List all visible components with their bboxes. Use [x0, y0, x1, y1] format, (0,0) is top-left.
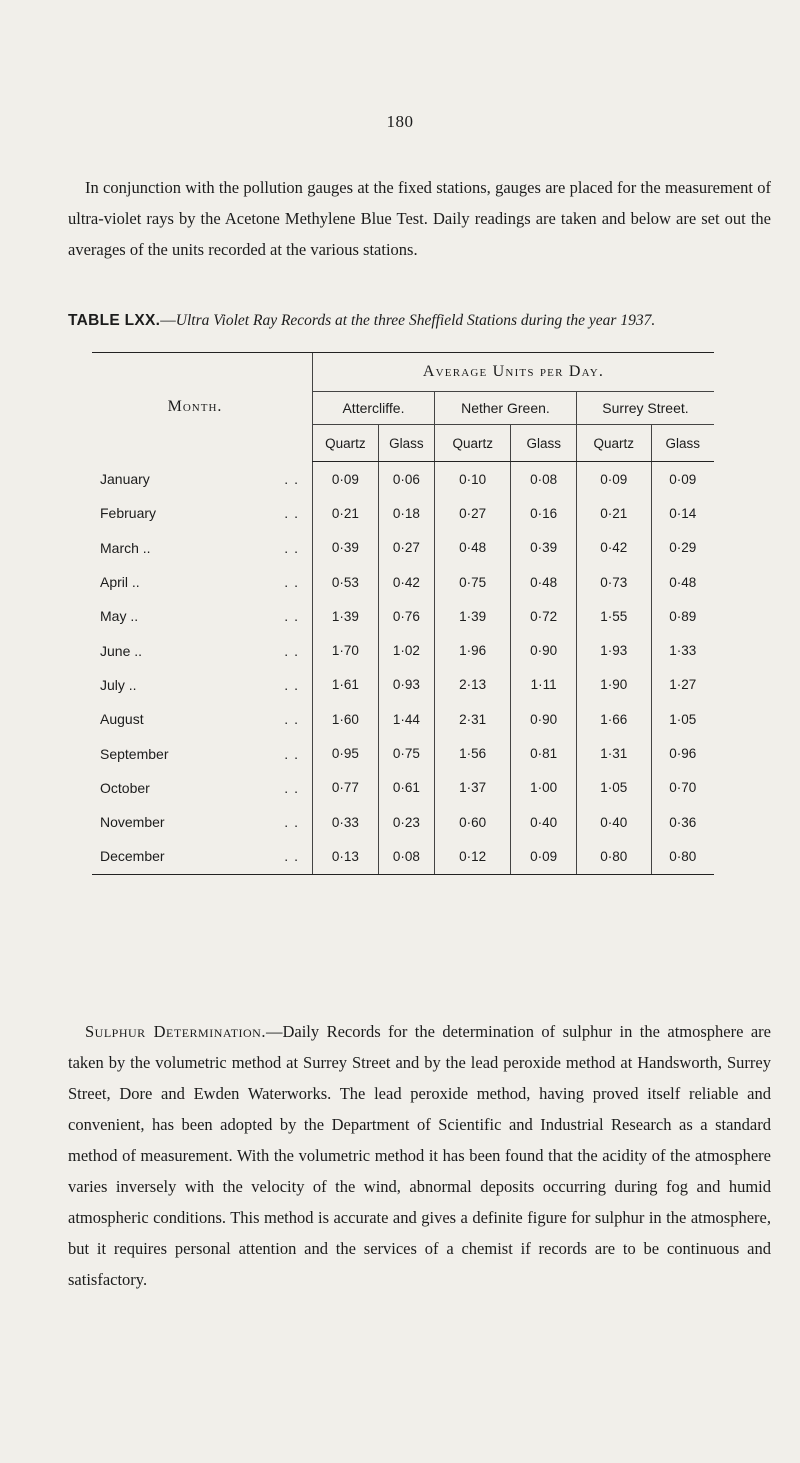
- table-body: [92, 462, 714, 875]
- value-cell: 1·39: [313, 599, 379, 633]
- value-cell: 0·73: [576, 565, 651, 599]
- leader-dots: ..: [284, 642, 304, 659]
- sub-header-quartz: Quartz: [576, 425, 651, 462]
- value-cell: 1·44: [378, 702, 434, 736]
- value-cell: 0·75: [434, 565, 511, 599]
- value-cell: 0·09: [576, 462, 651, 497]
- value-cell: 0·53: [313, 565, 379, 599]
- value-cell: 0·09: [511, 839, 576, 874]
- table-row: [92, 736, 714, 770]
- value-cell: 0·70: [651, 771, 714, 805]
- value-cell: 0·90: [511, 702, 576, 736]
- table-row: [92, 496, 714, 530]
- table-title: Ultra Violet Ray Records at the three Sheffield Stations during the year 1937.: [175, 312, 656, 329]
- value-cell: 0·77: [313, 771, 379, 805]
- table-label: TABLE LXX.: [68, 312, 161, 329]
- value-cell: 1·93: [576, 633, 651, 667]
- value-cell: 0·06: [378, 462, 434, 497]
- value-cell: 0·08: [511, 462, 576, 497]
- month-label: July ..: [100, 676, 137, 693]
- month-label: March ..: [100, 539, 151, 556]
- station-header-attercliffe: Attercliffe.: [313, 392, 435, 425]
- value-cell: 0·80: [576, 839, 651, 874]
- value-cell: 0·90: [511, 633, 576, 667]
- sulphur-dash: —: [265, 1022, 283, 1041]
- intro-paragraph: In conjunction with the pollution gauges at the fixed stations, gauges are placed for the measurement of ultra-violet rays by the Acetone Methylene Blue Test. Daily readings are taken and below are set out the averages of the units recorded at the various stations.: [68, 178, 771, 259]
- table-row: [92, 668, 714, 702]
- value-cell: 0·48: [651, 565, 714, 599]
- value-cell: 0·95: [313, 736, 379, 770]
- month-label: May ..: [100, 608, 139, 625]
- value-cell: 1·55: [576, 599, 651, 633]
- month-label: September: [100, 745, 169, 762]
- value-cell: 1·70: [313, 633, 379, 667]
- sulphur-paragraph: [68, 1016, 771, 1295]
- value-cell: 0·76: [378, 599, 434, 633]
- value-cell: 1·00: [511, 771, 576, 805]
- leader-dots: ..: [284, 574, 304, 591]
- sub-header-glass: Glass: [378, 425, 434, 462]
- month-label: November: [100, 814, 165, 831]
- leader-dots: ..: [284, 711, 304, 728]
- value-cell: 0·09: [651, 462, 714, 497]
- leader-dots: ..: [284, 505, 304, 522]
- leader-dots: ..: [284, 848, 304, 865]
- leader-dots: ..: [284, 779, 304, 796]
- value-cell: 0·09: [313, 462, 379, 497]
- table-row: [92, 531, 714, 565]
- month-column-header: Month.: [92, 353, 313, 462]
- table-row: [92, 702, 714, 736]
- value-cell: 1·05: [576, 771, 651, 805]
- value-cell: 0·96: [651, 736, 714, 770]
- month-label: January: [100, 470, 150, 487]
- value-cell: 0·27: [378, 531, 434, 565]
- table-caption-dash: —: [160, 312, 176, 329]
- page-number: 180: [386, 112, 414, 131]
- value-cell: 0·48: [511, 565, 576, 599]
- value-cell: 0·18: [378, 496, 434, 530]
- value-cell: 0·21: [576, 496, 651, 530]
- value-cell: 0·14: [651, 496, 714, 530]
- value-cell: 1·61: [313, 668, 379, 702]
- table-row: [92, 805, 714, 839]
- leader-dots: ..: [284, 539, 304, 556]
- value-cell: 0·12: [434, 839, 511, 874]
- value-cell: 0·75: [378, 736, 434, 770]
- sub-header-glass: Glass: [511, 425, 576, 462]
- sub-header-quartz: Quartz: [434, 425, 511, 462]
- value-cell: 2·13: [434, 668, 511, 702]
- station-header-surrey-street: Surrey Street.: [576, 392, 714, 425]
- station-header-nether-green: Nether Green.: [434, 392, 576, 425]
- month-label: June ..: [100, 642, 143, 659]
- value-cell: 0·21: [313, 496, 379, 530]
- value-cell: 1·02: [378, 633, 434, 667]
- leader-dots: ..: [284, 470, 304, 487]
- value-cell: 0·33: [313, 805, 379, 839]
- sulphur-heading: Sulphur Determination.: [85, 1022, 266, 1041]
- value-cell: 0·80: [651, 839, 714, 874]
- table-row: [92, 462, 714, 497]
- value-cell: 1·37: [434, 771, 511, 805]
- value-cell: 1·11: [511, 668, 576, 702]
- sub-header-quartz: Quartz: [313, 425, 379, 462]
- month-label: August: [100, 711, 144, 728]
- value-cell: 0·60: [434, 805, 511, 839]
- ultra-violet-table: [92, 352, 714, 875]
- value-cell: 0·72: [511, 599, 576, 633]
- table-row: [92, 565, 714, 599]
- value-cell: 1·27: [651, 668, 714, 702]
- sub-header-glass: Glass: [651, 425, 714, 462]
- value-cell: 0·10: [434, 462, 511, 497]
- table-row: [92, 839, 714, 874]
- average-units-header: Average Units per Day.: [313, 353, 715, 392]
- month-label: February: [100, 505, 157, 522]
- value-cell: 1·90: [576, 668, 651, 702]
- value-cell: 0·39: [313, 531, 379, 565]
- value-cell: 0·08: [378, 839, 434, 874]
- value-cell: 0·36: [651, 805, 714, 839]
- value-cell: 0·48: [434, 531, 511, 565]
- table-caption: [68, 312, 778, 330]
- value-cell: 1·66: [576, 702, 651, 736]
- value-cell: 0·40: [576, 805, 651, 839]
- value-cell: 0·16: [511, 496, 576, 530]
- value-cell: 1·60: [313, 702, 379, 736]
- value-cell: 0·27: [434, 496, 511, 530]
- value-cell: 0·23: [378, 805, 434, 839]
- value-cell: 0·40: [511, 805, 576, 839]
- value-cell: 1·56: [434, 736, 511, 770]
- value-cell: 0·81: [511, 736, 576, 770]
- leader-dots: ..: [284, 745, 304, 762]
- month-label: October: [100, 779, 150, 796]
- value-cell: 0·42: [576, 531, 651, 565]
- value-cell: 0·39: [511, 531, 576, 565]
- table-row: [92, 599, 714, 633]
- value-cell: 2·31: [434, 702, 511, 736]
- value-cell: 0·42: [378, 565, 434, 599]
- sulphur-text: Daily Records for the determination of sulphur in the atmosphere are taken by the volumetric method at Surrey Street and by the lead peroxide method at Handsworth, Surrey Street, Dore and Ewden Waterworks. The lead peroxide method, having proved itself reliable and convenient, has been adopted by the Department of Scientific and Industrial Research as a standard method of measurement. With the volumetric method it has been found that the acidity of the atmosphere varies inversely with the velocity of the wind, abnormal deposits occurring during fog and humid atmospheric conditions. This method is accurate and gives a definite figure for sulphur in the atmosphere, but it requires personal attention and the services of a chemist if records are to be continuous and satisfactory.: [68, 1022, 771, 1289]
- value-cell: 1·05: [651, 702, 714, 736]
- table-row: [92, 633, 714, 667]
- value-cell: 0·29: [651, 531, 714, 565]
- value-cell: 0·93: [378, 668, 434, 702]
- value-cell: 0·13: [313, 839, 379, 874]
- leader-dots: ..: [284, 608, 304, 625]
- value-cell: 1·39: [434, 599, 511, 633]
- value-cell: 1·33: [651, 633, 714, 667]
- value-cell: 0·61: [378, 771, 434, 805]
- leader-dots: ..: [284, 676, 304, 693]
- value-cell: 1·31: [576, 736, 651, 770]
- value-cell: 1·96: [434, 633, 511, 667]
- leader-dots: ..: [284, 814, 304, 831]
- table-row: [92, 771, 714, 805]
- month-label: April ..: [100, 574, 140, 591]
- month-label: December: [100, 848, 165, 865]
- value-cell: 0·89: [651, 599, 714, 633]
